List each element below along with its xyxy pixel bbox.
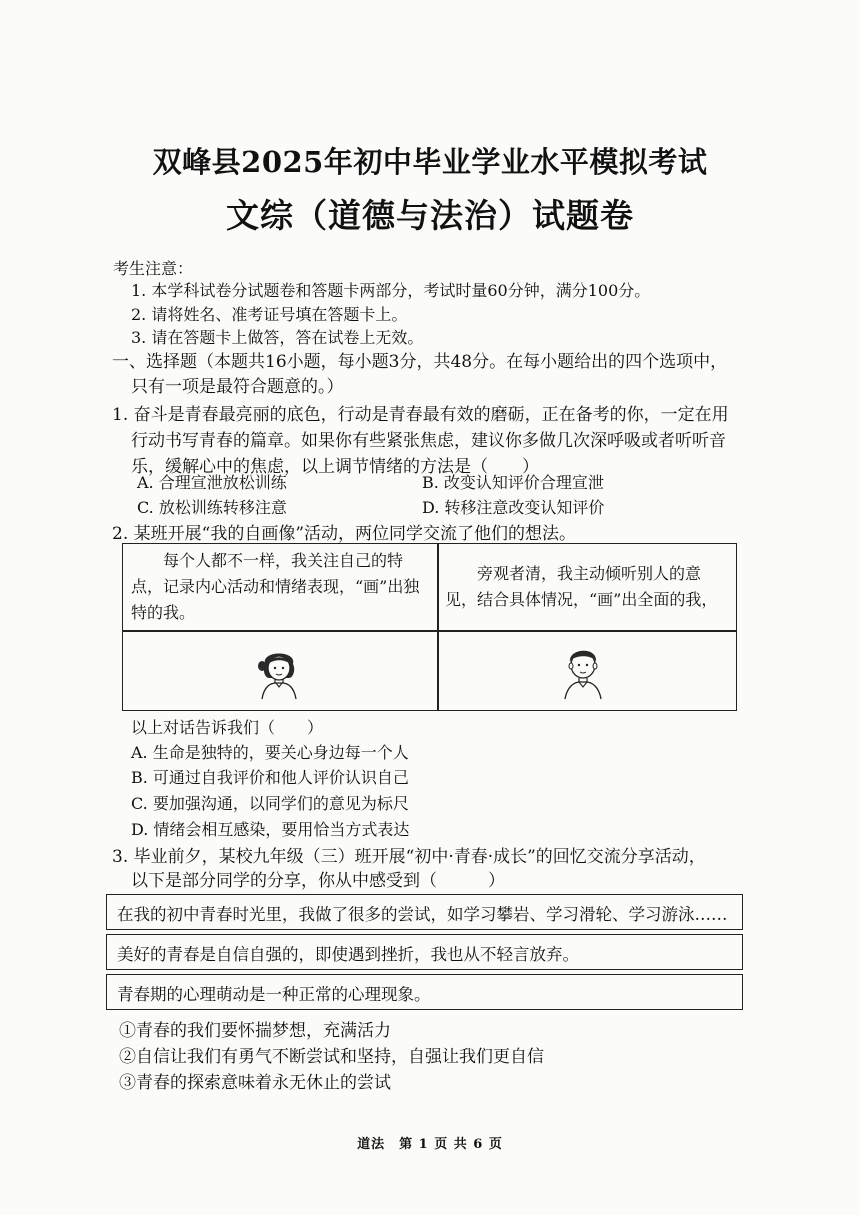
statement-1: ①青春的我们要怀揣梦想，充满活力 — [119, 1021, 391, 1041]
question-1-option-d[interactable]: D. 转移注意改变认知评价 — [422, 498, 605, 517]
question-2-option-c[interactable]: C. 要加强沟通，以同学们的意见为标尺 — [131, 794, 409, 813]
share-box — [106, 894, 743, 930]
question-1-stem: 1. 奋斗是青春最亮丽的底色，行动是青春最有效的磨砺，正在备考的你，一定在用 — [112, 405, 729, 425]
question-2-prompt: 以上对话告诉我们（ ） — [131, 718, 324, 737]
question-2-option-b[interactable]: B. 可通过自我评价和他人评价认识自己 — [131, 768, 409, 787]
share-text: 美好的青春是自信自强的，即使遇到挫折，我也从不轻言放弃。 — [117, 945, 579, 964]
statement-3: ③青春的探索意味着永无休止的尝试 — [119, 1073, 391, 1093]
section-heading: 一、选择题（本题共16小题，每小题3分，共48分。在每小题给出的四个选项中， — [112, 352, 728, 372]
share-text: 青春期的心理萌动是一种正常的心理现象。 — [117, 985, 431, 1004]
page-footer: 道法 第 1 页 共 6 页 — [357, 1137, 503, 1152]
question-1-stem: 行动书写青春的篇章。如果你有些紧张焦虑，建议你多做几次深呼吸或者听听音 — [131, 431, 726, 451]
share-text: 在我的初中青春时光里，我做了很多的尝试，如学习攀岩、学习滑轮、学习游泳…… — [117, 905, 728, 924]
student-girl-text: 每个人都不一样，我关注自己的特点，记录内心活动和情绪表现，“画”出独特的我。 — [131, 551, 420, 622]
notice-item: 3. 请在答题卡上做答，答在试卷上无效。 — [131, 328, 424, 347]
notice-item: 1. 本学科试卷分试题卷和答题卡两部分，考试时量60分钟，满分100分。 — [131, 281, 651, 300]
boy-illustration-icon — [560, 640, 606, 700]
exam-title: 双峰县2025年初中毕业学业水平模拟考试 — [152, 145, 708, 179]
table-divider — [437, 544, 439, 710]
share-box — [106, 934, 743, 970]
dialogue-table — [122, 543, 737, 711]
student-boy-text: 旁观者清，我主动倾听别人的意见，结合具体情况，“画”出全面的我， — [445, 564, 718, 609]
section-heading-cont: 只有一项是最符合题意的。） — [131, 377, 344, 397]
girl-illustration-icon — [256, 642, 302, 700]
question-3-stem: 3. 毕业前夕，某校九年级（三）班开展“初中·青春·成长”的回忆交流分享活动， — [112, 847, 706, 867]
notice-heading: 考生注意： — [113, 259, 194, 278]
question-2-option-a[interactable]: A. 生命是独特的，要关心身边每一个人 — [131, 743, 409, 762]
question-1-stem: 乐，缓解心中的焦虑，以上调节情绪的方法是（ ） — [131, 457, 539, 477]
question-2-stem: 2. 某班开展“我的自画像”活动，两位同学交流了他们的想法。 — [112, 524, 577, 544]
question-1-option-a[interactable]: A. 合理宣泄放松训练 — [137, 473, 287, 492]
table-divider — [123, 630, 736, 632]
question-1-option-b[interactable]: B. 改变认知评价合理宣泄 — [422, 473, 604, 492]
question-2-option-d[interactable]: D. 情绪会相互感染，要用恰当方式表达 — [131, 820, 410, 839]
statement-2: ②自信让我们有勇气不断尝试和坚持，自强让我们更自信 — [119, 1047, 544, 1067]
share-box — [106, 974, 743, 1010]
exam-subtitle: 文综（道德与法治）试题卷 — [226, 196, 634, 235]
notice-item: 2. 请将姓名、准考证号填在答题卡上。 — [131, 305, 408, 324]
question-1-option-c[interactable]: C. 放松训练转移注意 — [137, 498, 287, 517]
question-3-stem: 以下是部分同学的分享，你从中感受到（ ） — [131, 871, 505, 891]
